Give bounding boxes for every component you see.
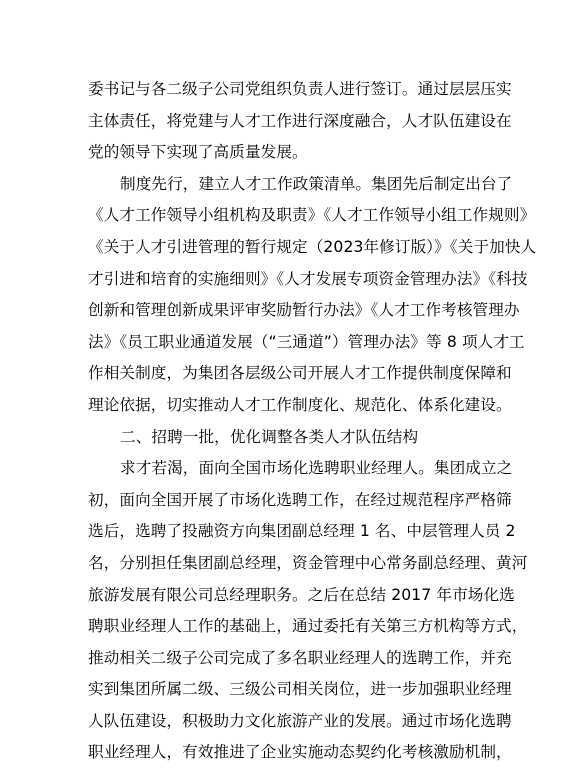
- text-line: 初，面向全国开展了市场化选聘工作，在经过规范程序严格筛: [88, 490, 512, 509]
- text-line: 党的领导下实现了高质量发展。: [88, 143, 308, 162]
- text-line: 名，分别担任集团副总经理，资金管理中心常务副总经理、黄河: [88, 553, 528, 572]
- paragraph-first-line: 制度先行，建立人才工作政策清单。集团先后制定出台了: [120, 174, 513, 193]
- text-line: 《关于人才引进管理的暂行规定（2023年修订版）》《关于加快人: [88, 237, 537, 256]
- text-line: 旅游发展有限公司总经理职务。之后在总结 2017 年市场化选: [88, 585, 515, 604]
- text-line: 理论依据，切实推动人才工作制度化、规范化、体系化建设。: [88, 395, 512, 414]
- document-page: [88, 74, 537, 769]
- paragraph-first-line: 求才若渴，面向全国市场化选聘职业经理人。集团成立之: [120, 459, 513, 478]
- text-line: 实到集团所属二级、三级公司相关岗位，进一步加强职业经理: [88, 680, 512, 699]
- text-line: 委书记与各二级子公司党组织负责人进行签订。通过层层压实: [88, 80, 512, 98]
- text-line: 创新和管理创新成果评审奖励暂行办法》《人才工作考核管理办: [88, 301, 520, 320]
- text-line: 主体责任，将党建与人才工作进行深度融合，人才队伍建设在: [88, 111, 512, 130]
- text-line: 《人才工作领导小组机构及职责》《人才工作领导小组工作规则》: [88, 206, 536, 225]
- text-line: 作相关制度，为集团各层级公司开展人才工作提供制度保障和: [88, 364, 512, 383]
- text-line: 推动相关二级子公司完成了多名职业经理人的选聘工作，并充: [88, 648, 512, 667]
- text-line: 聘职业经理人工作的基础上，通过委托有关第三方机构等方式，: [88, 617, 528, 636]
- text-line: 选后，选聘了投融资方向集团副总经理 1 名、中层管理人员 2: [88, 522, 516, 541]
- section-heading: 二、招聘一批，优化调整各类人才队伍结构: [120, 427, 419, 446]
- text-line: 职业经理人，有效推进了企业实施动态契约化考核激励机制，: [88, 743, 512, 762]
- text-line: 才引进和培育的实施细则》《人才发展专项资金管理办法》《科技: [88, 269, 528, 288]
- text-line: 人队伍建设，积极助力文化旅游产业的发展。通过市场化选聘: [88, 711, 512, 730]
- text-line: 法》《员工职业通道发展（“三通道”）管理办法》等 8 项人才工: [88, 332, 525, 351]
